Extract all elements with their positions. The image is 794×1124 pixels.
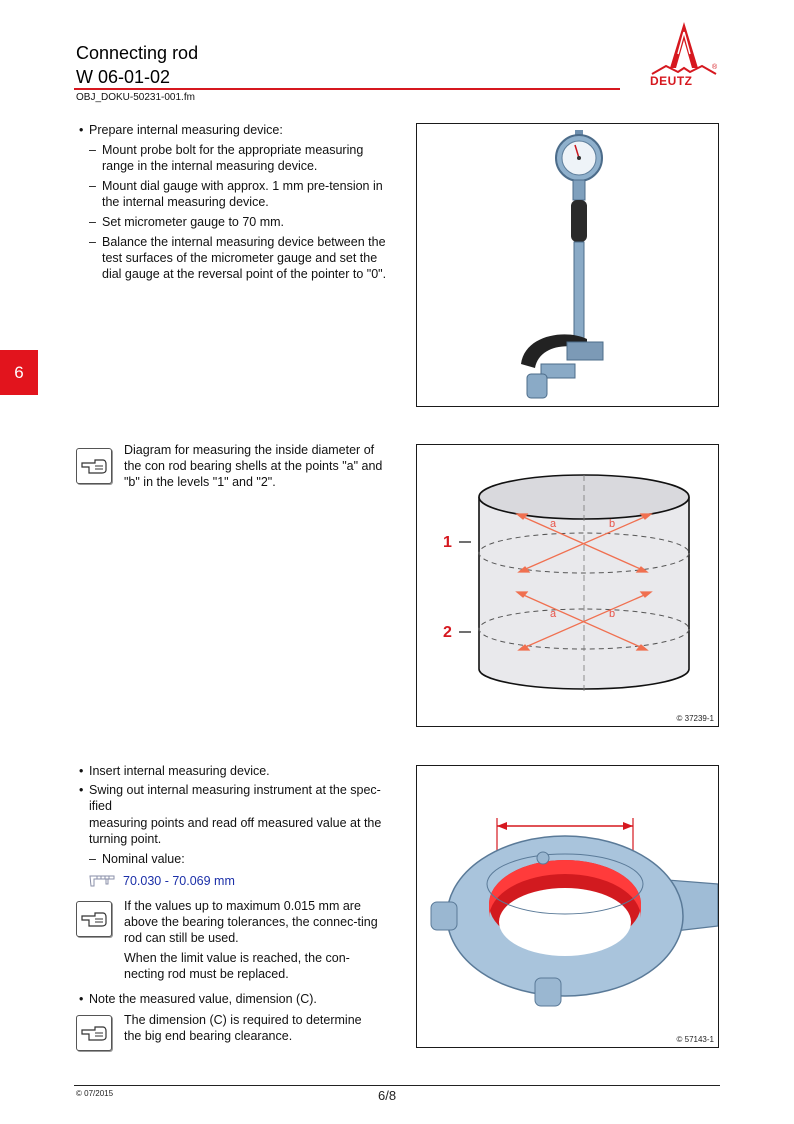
header-divider (74, 88, 620, 90)
cylinder-diagram (417, 445, 718, 726)
level-2-label: 2 (443, 624, 452, 641)
figure-code: © 37239-1 (676, 714, 714, 723)
bullet-note-dimension: • Note the measured value, dimension (C). (89, 991, 399, 1007)
bullet-swing-out-line1: • Swing out internal measuring instrument at the spec- (89, 782, 401, 798)
dash-nominal-value: – Nominal value: (102, 851, 398, 867)
label-b-level2: b (609, 608, 616, 620)
note-tolerance: If the values up to maximum 0.015 mm are above the bearing tolerances, the connec-ting rod can still be used. (124, 899, 378, 945)
note-diagram-description: Diagram for measuring the inside diameter of the con rod bearing shells at the points "a" and "b" in the levels "1" and "2". (124, 443, 383, 489)
note-hand-icon (76, 448, 112, 484)
chapter-tab[interactable]: 6 (0, 350, 38, 395)
figure-bearing-measurement-diagram (416, 444, 719, 727)
bullet-insert-device: • Insert internal measuring device. (89, 763, 399, 779)
step-set-micrometer: – Set micrometer gauge to 70 mm. (102, 214, 398, 230)
bullet-prepare-device: • Prepare internal measuring device: (89, 122, 399, 138)
page-title: Connecting rod (76, 43, 199, 63)
note-bearing-clearance: The dimension (C) is required to determine the big end bearing clearance. (124, 1013, 362, 1043)
page-number: 6/8 (378, 1088, 397, 1103)
note-hand-icon (76, 901, 112, 937)
figure-code: © 57143-1 (676, 1035, 714, 1044)
footer-date: © 07/2015 (76, 1089, 114, 1098)
level-1-label: 1 (443, 534, 452, 551)
document-filename: OBJ_DOKU-50231-001.fm (76, 92, 195, 103)
caliper-icon (88, 872, 118, 888)
label-b-level1: b (609, 518, 616, 530)
registered-mark: ® (712, 64, 718, 71)
connecting-rod-illustration (417, 766, 718, 1047)
dial-gauge-illustration (417, 124, 718, 406)
label-a-level2: a (550, 608, 557, 620)
nominal-value: 70.030 - 70.069 mm (123, 874, 235, 888)
step-mount-dial-gauge: – Mount dial gauge with approx. 1 mm pre-tension in the internal measuring device. (102, 178, 398, 210)
logo-wordmark: DEUTZ (650, 74, 693, 88)
step-balance-device: – Balance the internal measuring device between the test surfaces of the micrometer gauge and set the dial gauge at the reversal point of the pointer to "0". (102, 234, 398, 282)
bullet-swing-out-line3: measuring points and read off measured value at the turning point. (89, 816, 382, 846)
figure-connecting-rod (416, 765, 719, 1048)
bullet-swing-out-line2: ified (89, 799, 112, 813)
figure-internal-measuring-device (416, 123, 719, 407)
step-mount-probe-bolt: – Mount probe bolt for the appropriate measuring range in the internal measuring device. (102, 142, 398, 174)
note-limit-value: When the limit value is reached, the con-necting rod must be replaced. (124, 951, 350, 981)
footer-divider (74, 1085, 720, 1086)
document-code: W 06-01-02 (76, 67, 171, 87)
note-hand-icon (76, 1015, 112, 1051)
label-a-level1: a (550, 518, 557, 530)
